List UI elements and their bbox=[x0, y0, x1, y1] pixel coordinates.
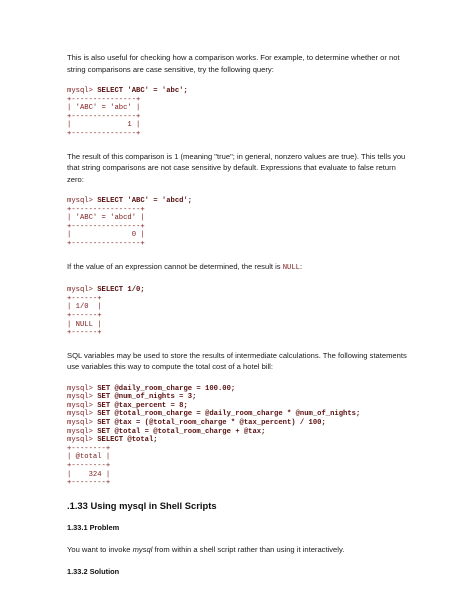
code-command: SELECT 'ABC' = 'abcd'; bbox=[97, 197, 193, 206]
code-prompt: mysql> bbox=[67, 419, 98, 428]
code-table-border: +------+ bbox=[67, 311, 102, 320]
code-table-border: +--------+ bbox=[67, 462, 111, 471]
code-prompt: mysql> bbox=[67, 401, 98, 410]
code-table-border: +---------------+ bbox=[67, 112, 141, 121]
code-prompt: mysql> bbox=[67, 393, 98, 402]
code-prompt: mysql> bbox=[67, 427, 98, 436]
code-example-abc bbox=[67, 87, 407, 139]
code-table-header: | 'ABC' = 'abc' | bbox=[67, 104, 141, 113]
code-table-header: | @total | bbox=[67, 453, 111, 462]
paragraph-problem bbox=[67, 544, 407, 556]
code-table-value: | 324 | bbox=[67, 470, 111, 479]
code-table-header: | 'ABC' = 'abcd' | bbox=[67, 214, 145, 223]
code-table-border: +----------------+ bbox=[67, 205, 145, 214]
code-prompt: mysql> bbox=[67, 384, 98, 393]
code-prompt: mysql> bbox=[67, 87, 98, 95]
section-heading: .1.33 Using mysql in Shell Scripts bbox=[67, 499, 217, 511]
code-command: SET @daily_room_charge = 100.00; bbox=[97, 384, 236, 393]
emphasis-mysql: mysql bbox=[132, 544, 153, 554]
paragraph-comparison-result: The result of this comparison is 1 (meaning "true"; in general, nonzero values are true). This tells you that string comparisons are not case sensitive by default. Expressions that evaluate to false return zero: bbox=[67, 151, 406, 184]
code-table-border: +---------------+ bbox=[67, 95, 141, 104]
subsection-heading-problem: 1.33.1 Problem bbox=[67, 522, 120, 532]
code-command: SET @num_of_nights = 3; bbox=[97, 393, 197, 402]
text-span: from within a shell script rather than using it interactively. bbox=[152, 544, 345, 554]
text-span: : bbox=[299, 261, 303, 271]
code-prompt: mysql> bbox=[67, 410, 98, 419]
code-table-border: +--------+ bbox=[67, 479, 111, 488]
code-command: SET @tax = (@total_room_charge * @tax_percent) / 100; bbox=[97, 419, 326, 428]
code-example-division bbox=[67, 286, 407, 338]
code-command: SELECT 1/0; bbox=[97, 286, 145, 295]
code-command: SET @total = @total_room_charge + @tax; bbox=[97, 427, 266, 436]
code-table-border: +------+ bbox=[67, 294, 102, 303]
code-table-border: +---------------+ bbox=[67, 129, 141, 138]
code-command: SELECT 'ABC' = 'abc'; bbox=[97, 87, 188, 95]
paragraph-comparison-intro: This is also useful for checking how a comparison works. For example, to determine whether or not string comparisons are case sensitive, try the following query: bbox=[67, 53, 400, 74]
code-table-border: +----------------+ bbox=[67, 240, 145, 249]
code-prompt: mysql> bbox=[67, 197, 98, 206]
paragraph-sql-variables: SQL variables may be used to store the results of intermediate calculations. The following statements use variables this way to compute the total cost of a hotel bill: bbox=[67, 350, 407, 372]
code-command: SELECT @total; bbox=[97, 436, 158, 445]
code-prompt: mysql> bbox=[67, 286, 98, 295]
paragraph-null-result bbox=[67, 261, 407, 275]
document-page bbox=[67, 52, 407, 576]
subsection-heading-solution: 1.33.2 Solution bbox=[67, 567, 120, 577]
code-table-border: +--------+ bbox=[67, 444, 111, 453]
code-command: SET @total_room_charge = @daily_room_charge * @num_of_nights; bbox=[97, 410, 361, 419]
code-table-value: | 0 | bbox=[67, 231, 145, 240]
inline-code-null: NULL bbox=[282, 263, 300, 272]
text-span: If the value of an expression cannot be determined, the result is bbox=[67, 261, 283, 271]
code-table-border: +----------------+ bbox=[67, 222, 145, 231]
code-command: SET @tax_percent = 8; bbox=[97, 401, 188, 410]
text-span: You want to invoke bbox=[67, 544, 133, 554]
code-table-value: | NULL | bbox=[67, 320, 102, 329]
code-prompt: mysql> bbox=[67, 436, 98, 445]
code-example-abcd bbox=[67, 197, 407, 249]
code-table-header: | 1/0 | bbox=[67, 303, 102, 312]
code-table-border: +------+ bbox=[67, 329, 102, 338]
code-table-value: | 1 | bbox=[67, 121, 141, 130]
code-example-hotel-bill bbox=[67, 385, 407, 488]
